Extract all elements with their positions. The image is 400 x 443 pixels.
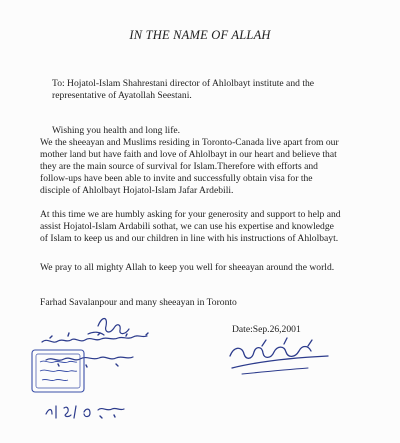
paragraph2-line-1: At this time we are humbly asking for your generosity and support to help and (40, 209, 341, 220)
signoff: Farhad Savalanpour and many sheeayan in Toronto (40, 297, 237, 308)
seal-stamp (30, 348, 86, 394)
greeting: Wishing you health and long life. (52, 125, 181, 136)
recipient-line-1: To: Hojatol-Islam Shahrestani director of Ahlolbayt institute and the (52, 78, 315, 89)
handwritten-date-signature (222, 334, 334, 384)
paragraph2-line-2: assist Hojatol-Islam Ardabili sothat, we can use his expertise and knowledge (40, 221, 334, 232)
paragraph1-line-4: follow-ups have been able to invite and successfully obtain visa for the (40, 173, 313, 184)
paragraph2-line-3: of Islam to keep us and our children in line with his instructions of Ahlolbayt. (40, 233, 339, 244)
paragraph1-line-5: disciple of Ahlolbayt Hojatol-Islam Jafar Ardebili. (40, 185, 234, 196)
paragraph1-line-1: We the sheeayan and Muslims residing in Toronto-Canada live apart from our (40, 137, 339, 148)
letter-date: Date:Sep.26,2001 (232, 324, 301, 335)
handwritten-persian-date (40, 398, 130, 424)
paragraph1-line-2: mother land but have faith and love of Ahlolbayt in our heart and believe that (40, 149, 337, 160)
letter-title: IN THE NAME OF ALLAH (129, 28, 271, 42)
paragraph1-line-3: they are the main source of survival for Islam.Therefore with efforts and (40, 161, 318, 172)
recipient-line-2: representative of Ayatollah Seestani. (52, 90, 192, 101)
paragraph3: We pray to all mighty Allah to keep you well for sheeayan around the world. (40, 262, 335, 273)
